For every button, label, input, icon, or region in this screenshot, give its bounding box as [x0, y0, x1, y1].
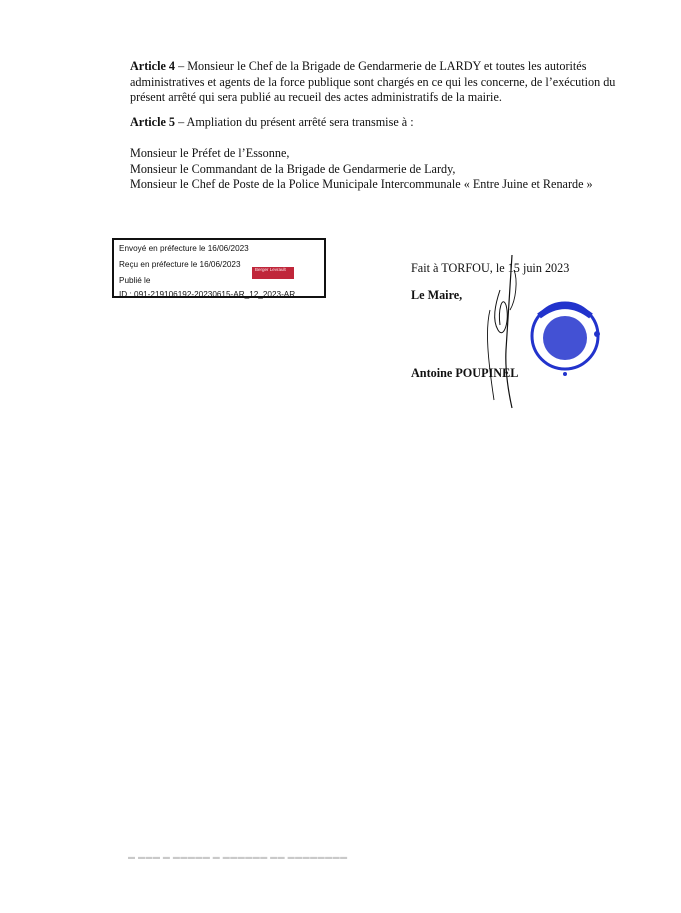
berger-levrault-logo: [252, 267, 294, 279]
article-5-heading: Article 5: [130, 115, 176, 129]
recipient-item: Monsieur le Chef de Poste de la Police Municipale Intercommunale « Entre Juine et Renarde »: [130, 177, 593, 191]
signatory-title: Le Maire,: [411, 288, 463, 302]
place-date: Fait à TORFOU, le 15 juin 2023: [411, 261, 570, 275]
article-5: [130, 115, 650, 131]
handwritten-signature: [470, 250, 530, 410]
recipients-list: [130, 146, 650, 193]
article-5-text: – Ampliation du présent arrêté sera transmise à :: [175, 115, 414, 129]
article-4-text: – Monsieur le Chef de la Brigade de Gendarmerie de LARDY et toutes les autorités administratives et agents de la force publique sont chargés en ce qui les concerne, de l’exécution du présent arrêté qui sera publié au recueil des actes administratifs de la mairie.: [130, 59, 616, 104]
article-4-heading: Article 4: [130, 59, 176, 73]
prefecture-stamp: [112, 238, 326, 298]
stamp-published: Publié le: [119, 276, 151, 285]
town-seal-stamp: [525, 294, 605, 384]
signatory-name: Antoine POUPINEL: [411, 366, 519, 380]
stamp-id: ID : 091-219106192-20230615-AR_12_2023-AR: [119, 290, 296, 299]
logo-text: Berger Levrault: [255, 267, 286, 272]
recipient-item: Monsieur le Commandant de la Brigade de Gendarmerie de Lardy,: [130, 161, 456, 176]
article-4: [130, 59, 650, 106]
stamp-sent-date: Envoyé en préfecture le 16/06/2023: [119, 244, 249, 253]
stamp-received-date: Reçu en préfecture le 16/06/2023: [119, 260, 241, 269]
faint-footer-text: ▬ ▬▬▬ ▬ ▬▬▬▬▬ ▬ ▬▬▬▬▬▬ ▬▬ ▬▬▬▬▬▬▬▬: [128, 854, 348, 861]
recipient-item: Monsieur le Préfet de l’Essonne,: [130, 146, 290, 160]
